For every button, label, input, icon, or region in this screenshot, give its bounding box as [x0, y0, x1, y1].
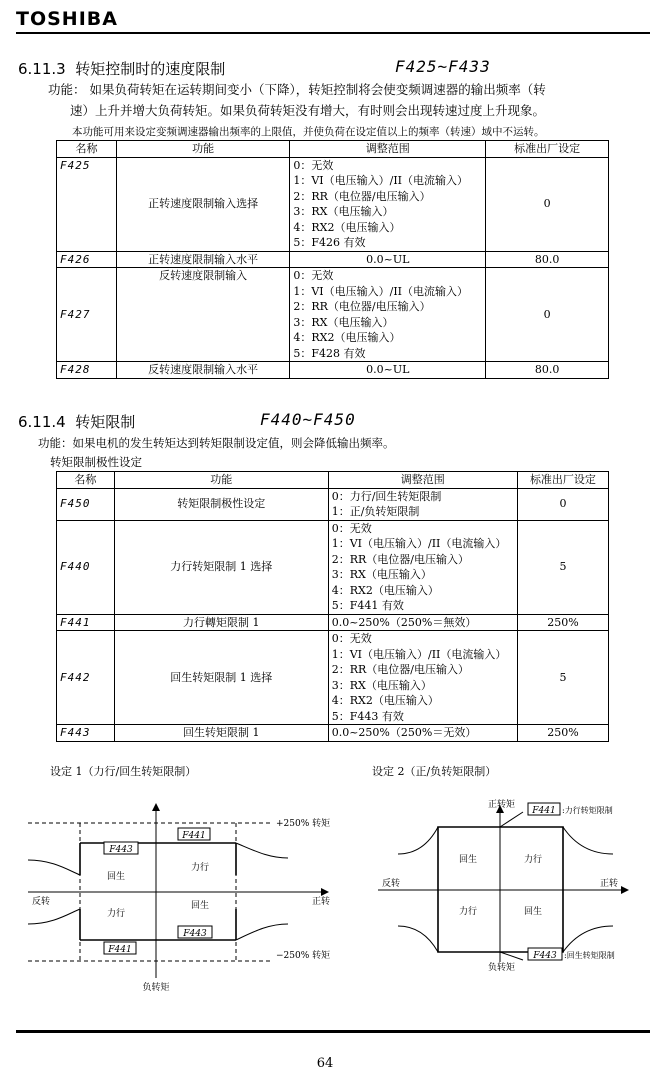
brand-logo: TOSHIBA [16, 8, 118, 30]
section-heading: 转矩控制时的速度限制 [75, 60, 226, 78]
param-code: F440 [57, 520, 115, 614]
option-line: 4：RX2（电压输入） [331, 694, 439, 707]
forward-label: 正转 [600, 879, 619, 889]
table-header-row [57, 472, 609, 489]
param-code: F425 [57, 157, 117, 251]
param-function: 回生转矩限制 1 选择 [114, 631, 328, 725]
param-default: 0 [517, 488, 608, 520]
table-row [57, 488, 609, 520]
param-code: F443 [57, 725, 115, 742]
option-line: 0：无效 [293, 269, 334, 282]
option-line: 1：VI（电压输入）/II（电流输入） [293, 174, 469, 187]
option-line: 5：F428 有效 [293, 346, 366, 360]
table-row [57, 725, 609, 742]
table-row [57, 520, 609, 614]
param-default: 0 [486, 157, 609, 251]
f441-description: :力行转矩限制 [562, 806, 613, 815]
param-range: 0.0~UL [290, 251, 486, 268]
param-function: 力行轉矩限制 1 [114, 614, 328, 631]
option-line: 2：RR（电位器/电压输入） [331, 663, 469, 676]
function-note: 本功能可用来设定变频调速器输出频率的上限值，并使负荷在设定值以上的频率（转速）域中不运转。 [72, 126, 545, 138]
box-f441: F441 [182, 831, 206, 841]
box-f443: F443 [109, 845, 133, 855]
quadrant-regen: 回生 [458, 855, 478, 865]
option-line: 2：RR（电位器/电压输入） [293, 300, 431, 313]
option-line: 5：F441 有效 [331, 599, 404, 612]
col-header-default: 标准出厂设定 [486, 141, 609, 158]
parameter-table-1 [56, 140, 609, 379]
param-default: 5 [517, 520, 608, 614]
option-line: 5：F443 有效 [331, 709, 404, 723]
col-header-function: 功能 [114, 472, 328, 489]
param-code: F428 [57, 362, 117, 379]
negative-torque-label: 负转矩 [142, 983, 170, 993]
option-line: 3：RX（电压输入） [331, 568, 432, 581]
table-header-row [57, 141, 609, 158]
param-default: 250% [517, 725, 608, 742]
option-line: 4：RX2（电压输入） [293, 331, 401, 344]
table-row [57, 614, 609, 631]
option-line: 4：RX2（电压输入） [331, 583, 439, 597]
col-header-default: 标准出厂设定 [517, 472, 608, 489]
param-range: 0.0~UL [290, 362, 486, 379]
option-line: 3：RX（电压输入） [293, 205, 394, 218]
box-f441: F441 [532, 806, 556, 816]
option-line: 1：VI（电压输入）/II（电流输入） [293, 284, 469, 298]
option-line: 0：无效 [331, 632, 372, 645]
col-header-function: 功能 [116, 141, 289, 158]
subheading: 转矩限制极性设定 [50, 455, 142, 469]
table-row [57, 157, 609, 251]
option-line: 0：力行/回生转矩限制 [331, 489, 442, 503]
col-header-range: 调整范围 [290, 141, 486, 158]
reverse-label: 反转 [32, 897, 51, 907]
quadrant-power: 力行 [458, 907, 478, 917]
option-line: 2：RR（电位器/电压输入） [331, 552, 469, 566]
param-code: F450 [57, 488, 115, 520]
col-header-name: 名称 [57, 141, 117, 158]
option-line: 4：RX2（电压输入） [293, 220, 401, 234]
section-heading: 转矩限制 [75, 413, 136, 431]
param-options [290, 157, 486, 251]
param-options [290, 268, 486, 362]
param-default: 0 [486, 268, 609, 362]
param-function: 转矩限制极性设定 [114, 488, 328, 520]
plus-250-label: +250% 转矩 [276, 819, 331, 829]
param-code: F442 [57, 631, 115, 725]
option-line: 5：F426 有效 [293, 236, 366, 249]
param-function: 回生转矩限制 1 [114, 725, 328, 742]
section-code-range: F440~F450 [260, 410, 356, 429]
col-header-name: 名称 [57, 472, 115, 489]
option-line: 1：正/负转矩限制 [331, 505, 420, 518]
param-function: 反转速度限制输入水平 [116, 362, 289, 379]
option-line: 0：无效 [293, 158, 334, 172]
option-line: 3：RX（电压输入） [331, 678, 432, 692]
page-number: 64 [316, 1056, 334, 1071]
parameter-table-2 [56, 471, 609, 742]
diagram-caption-2: 设定 2（正/负转矩限制） [372, 765, 497, 778]
table-row [57, 268, 609, 362]
option-line: 1：VI（电压输入）/II（电流输入） [331, 537, 507, 550]
footer-rule [16, 1030, 650, 1033]
param-options [328, 631, 517, 725]
param-code: F427 [57, 268, 117, 362]
torque-limit-diagram-1 [28, 798, 348, 993]
forward-label: 正转 [312, 897, 331, 907]
box-f441-b: F441 [108, 945, 132, 955]
quadrant-regen: 回生 [106, 872, 126, 882]
option-line: 1：VI（电压输入）/II（电流输入） [331, 647, 507, 661]
table-row [57, 362, 609, 379]
quadrant-power: 力行 [523, 855, 543, 865]
quadrant-power: 力行 [106, 909, 126, 919]
torque-limit-diagram-2 [378, 792, 640, 977]
quadrant-regen: 回生 [190, 901, 210, 911]
param-options [328, 520, 517, 614]
reverse-label: 反转 [382, 879, 401, 889]
function-line-2: 速）上升并增大负荷转矩。如果负荷转矩没有增大，有时则会出现转速过度上升现象。 [70, 103, 546, 118]
param-range: 0.0~250%（250%＝无效） [328, 725, 517, 742]
table-row [57, 631, 609, 725]
function-line-1: 功能： 如果负荷转矩在运转期间变小（下降），转矩控制将会使变频调速器的输出频率（转 [48, 82, 546, 97]
param-code: F441 [57, 614, 115, 631]
negative-torque-label: 负转矩 [488, 963, 516, 973]
param-code: F426 [57, 251, 117, 268]
param-options [328, 488, 517, 520]
param-range: 0.0~250%（250%＝無效） [328, 614, 517, 631]
col-header-range: 调整范围 [328, 472, 517, 489]
param-function: 正转速度限制输入水平 [116, 251, 289, 268]
param-function: 力行转矩限制 1 选择 [114, 520, 328, 614]
f443-description: :回生转矩限制 [564, 951, 615, 960]
param-default: 5 [517, 631, 608, 725]
param-default: 250% [517, 614, 608, 631]
header-rule [16, 32, 650, 34]
section-title-6113 [18, 58, 225, 79]
diagram-caption-1: 设定 1（力行/回生转矩限制） [50, 765, 197, 778]
section-number: 6.11.3 [18, 60, 66, 78]
box-f443-b: F443 [183, 929, 207, 939]
quadrant-regen: 回生 [523, 907, 543, 917]
section-number: 6.11.4 [18, 413, 66, 431]
option-line: 3：RX（电压输入） [293, 315, 394, 329]
table-row [57, 251, 609, 268]
option-line: 2：RR（电位器/电压输入） [293, 189, 431, 203]
minus-250-label: −250% 转矩 [276, 951, 331, 961]
function-line: 功能：如果电机的发生转矩达到转矩限制设定值，则会降低输出频率。 [38, 436, 395, 450]
positive-torque-label: 正转矩 [488, 800, 516, 810]
section-code-range: F425~F433 [395, 57, 491, 76]
param-function: 正转速度限制输入选择 [116, 157, 289, 251]
param-function: 反转速度限制输入 [116, 268, 289, 362]
option-line: 0：无效 [331, 521, 372, 535]
section-title-6114 [18, 411, 135, 432]
param-default: 80.0 [486, 251, 609, 268]
quadrant-power: 力行 [190, 863, 210, 873]
box-f443: F443 [533, 951, 557, 961]
param-default: 80.0 [486, 362, 609, 379]
